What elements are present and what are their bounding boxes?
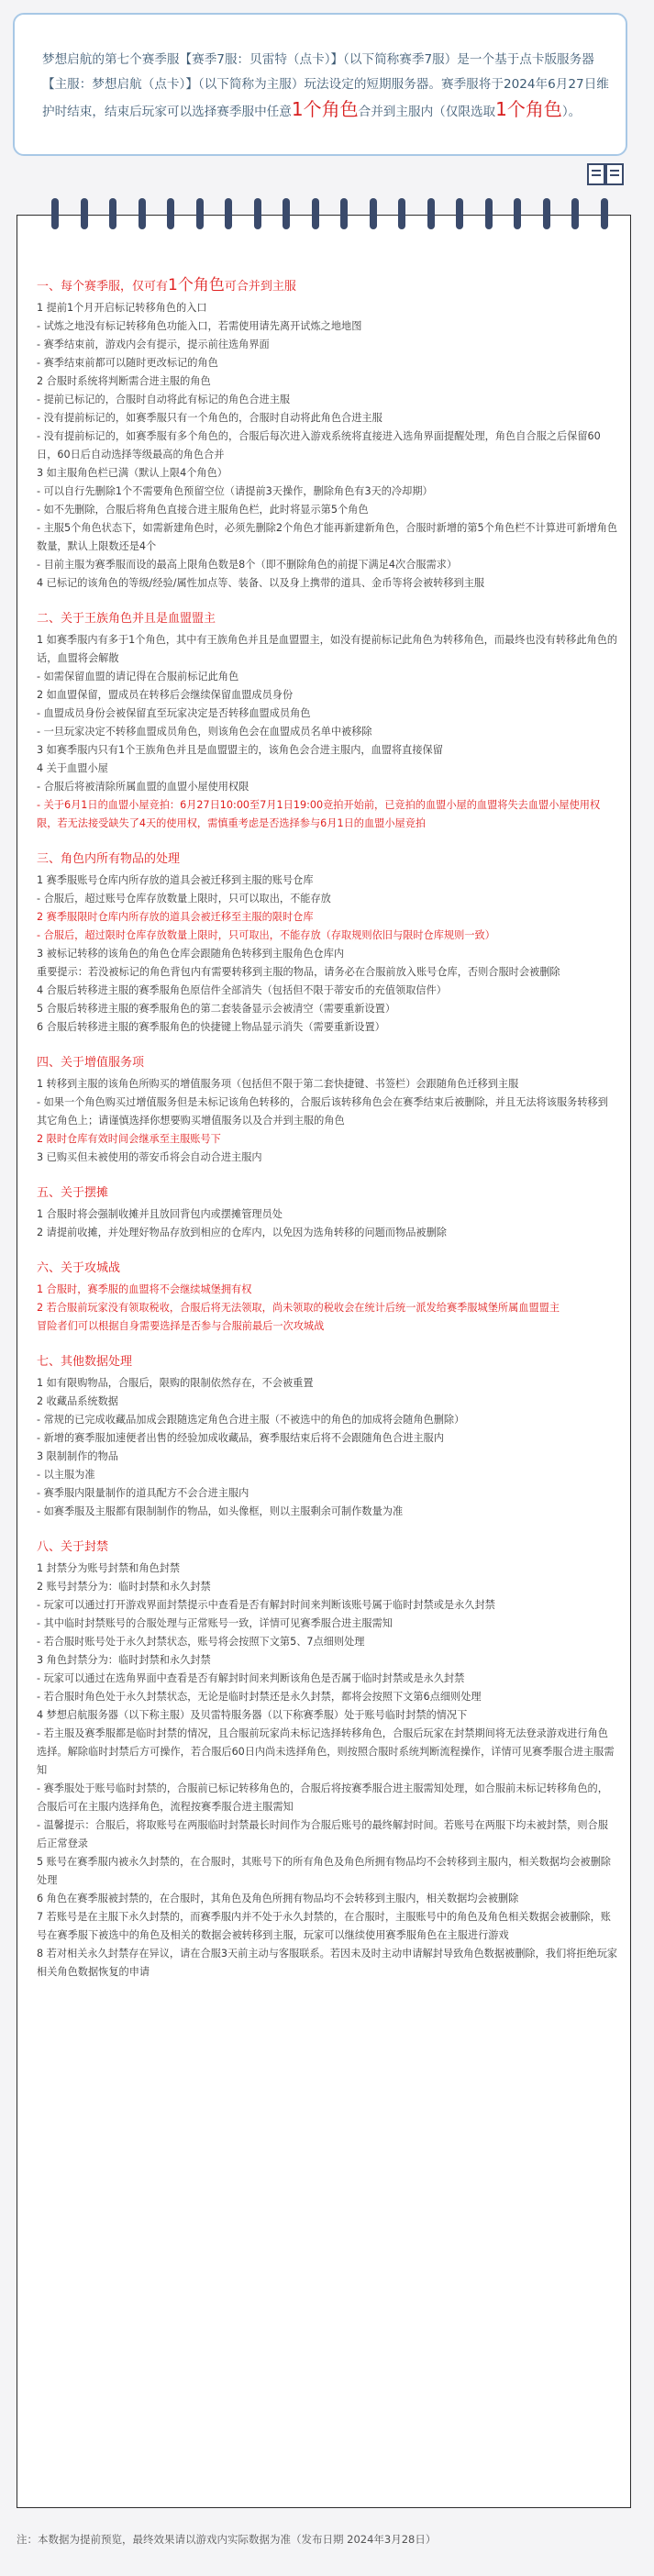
binder-ring [312,198,319,229]
section [37,1538,618,1982]
section-line: 1 封禁分为账号封禁和角色封禁 [37,1562,181,1574]
section [37,275,618,593]
section-line: 2 赛季服限时仓库内所存放的道具会被迁移至主服的限时仓库 [37,911,314,923]
section-title-text: 五、关于摆摊 [37,1186,109,1200]
section-line: 5 账号在赛季服内被永久封禁的，在合服时，其账号下的所有角色及角色所拥有物品均不会转移到主服内，相关数据均会被删除处理 [37,1856,611,1886]
binder-ring [81,198,88,229]
section-title [37,275,618,297]
section-line: 1 合服时，赛季服的血盟将不会继续城堡拥有权 [37,1283,252,1295]
section-line: 3 如赛季服内只有1个王族角色并且是血盟盟主的，该角色会合进主服内，血盟将直接保留 [37,744,443,756]
section-line: 3 如主服角色栏已满（默认上限4个角色） [37,467,227,479]
section-line: 4 关于血盟小屋 [37,762,108,774]
section-line: - 主服5个角色状态下，如需新建角色时，必须先删除2个角色才能再新建新角色，合服时新增的第5个角色栏不计算进可新增角色数量，默认上限数还是4个 [37,522,618,552]
section-line: 6 合服后转移进主服的赛季服角色的快捷键上物品显示消失（需要重新设置） [37,1021,385,1033]
binder-ring [427,198,435,229]
section-line: - 可以自行先删除1个不需要角色预留空位（请提前3天操作，删除角色有3天的冷却期） [37,485,433,497]
binder-ring [225,198,232,229]
section [37,1352,618,1521]
section-line: - 以主服为准 [37,1469,95,1481]
binder-ring [283,198,290,229]
section-title [37,1053,618,1073]
binder-ring [109,198,116,229]
content-sections [37,275,618,1998]
section-line: 2 如血盟保留，盟成员在转移后会继续保留血盟成员身份 [37,689,294,701]
section-line: 2 账号封禁分为：临时封禁和永久封禁 [37,1581,211,1593]
binder-ring [456,198,463,229]
section-line: 1 提前1个月开启标记转移角色的入口 [37,302,207,314]
binder-ring [543,198,550,229]
section-line: 2 合服时系统将判断需合进主服的角色 [37,375,211,387]
binder-ring [571,198,579,229]
intro-highlight-2: 1个角色 [495,98,562,120]
section-line: - 赛季结束前，游戏内会有提示，提示前往选角界面 [37,339,270,350]
section-title-text: 四、关于增值服务项 [37,1056,145,1070]
section-line: 3 限制制作的物品 [37,1450,118,1462]
section-line: - 关于6月1日的血盟小屋竞拍：6月27日10:00至7月1日19:00竞拍开始前，已竞拍的血盟小屋的血盟将失去血盟小屋使用权限，若无法接受缺失了4天的使用权，需慎重考虑是否选择参与6月1日的血盟小屋竞拍 [37,799,601,829]
section-line: - 新增的赛季服加速便者出售的经验加成收藏品，赛季服结束后将不会跟随角色合进主服内 [37,1432,444,1444]
binder-ring [514,198,521,229]
section-title-text: 二、关于王族角色并且是血盟盟主 [37,612,216,626]
section-line: - 玩家可以通过在选角界面中查看是否有解封时间来判断该角色是否属于临时封禁或是永久封禁 [37,1672,465,1684]
binder-ring [370,198,377,229]
section-line: - 赛季服内限量制作的道具配方不会合进主服内 [37,1487,249,1499]
section-line: 5 合服后转移进主服的赛季服角色的第二套装备显示会被清空（需要重新设置） [37,1003,396,1015]
section-line: 重要提示：若没被标记的角色背包内有需要转移到主服的物品，请务必在合服前放入账号仓库，否则合服时会被删除 [37,966,560,978]
binder-ring [485,198,493,229]
footnote: 注：本数据为提前预览，最终效果请以游戏内实际数据为准（发布日期 2024年3月28日） [17,2533,437,2546]
section-line: - 若合服时账号处于永久封禁状态，账号将会按照下文第5、7点细则处理 [37,1636,365,1648]
section-line: - 合服后，超过账号仓库存放数量上限时，只可以取出，不能存放 [37,893,331,905]
binder-ring [51,198,59,229]
section-line: - 试炼之地没有标记转移角色功能入口，若需使用请先离开试炼之地地图 [37,320,362,332]
binder-ring [601,198,608,229]
intro-text-pre: 梦想启航的第七个赛季服【赛季7服：贝雷特（点卡）】（以下简称赛季7服）是一个基于点卡版服务器【主服：梦想启航（点卡）】（以下简称为主服）玩法设定的短期服务器。赛季服将于2024年6月27日维护时结束，结束后玩家可以选择赛季服中任意 [42,52,609,119]
section-line: 3 被标记转移的该角色的角色仓库会跟随角色转移到主服角色仓库内 [37,948,345,960]
section-title-text: 三、角色内所有物品的处理 [37,852,181,866]
section-line: 2 限时仓库有效时间会继承至主服账号下 [37,1133,221,1145]
section-title [37,1352,618,1372]
book-icon [587,161,624,187]
intro-card [13,13,627,156]
section-line: - 没有提前标记的，如赛季服只有一个角色的，合服时自动将此角色合进主服 [37,412,382,424]
section-line: 1 如有限购物品，合服后，限购的限制依然存在，不会被重置 [37,1377,314,1389]
section-line: - 其中临时封禁账号的合服处理与正常账号一致，详情可见赛季服合进主服需知 [37,1617,393,1629]
intro-text-mid: 合并到主服内（仅限选取 [358,105,496,119]
section-line: - 血盟成员身份会被保留直至玩家决定是否转移血盟成员角色 [37,707,311,719]
section-line: 4 已标记的该角色的等级/经验/属性加点等、装备、以及身上携带的道具、金币等将会被转移到主服 [37,577,485,589]
section-title [37,1538,618,1558]
section-line: 3 角色封禁分为：临时封禁和永久封禁 [37,1654,211,1666]
section-line: 1 合服时将会强制收摊并且放回背包内或摆摊管理员处 [37,1208,283,1220]
binder-ring [196,198,204,229]
section-line: 8 若对相关永久封禁存在异议，请在合服3天前主动与客服联系。若因未及时主动申请解封导致角色数据被删除，我们将拒绝玩家相关角色数据恢复的申请 [37,1948,618,1978]
section [37,849,618,1037]
binder-ring [167,198,174,229]
intro-paragraph [42,48,611,125]
section [37,1259,618,1336]
section-line: 6 角色在赛季服被封禁的，在合服时，其角色及角色所拥有物品均不会转移到主服内，相关数据均会被删除 [37,1893,519,1904]
section-line: - 玩家可以通过打开游戏界面封禁提示中查看是否有解封时间来判断该账号属于临时封禁或是永久封禁 [37,1599,495,1611]
section-title [37,1259,618,1279]
section [37,609,618,833]
section-line: 7 若账号是在主服下永久封禁的，而赛季服内并不处于永久封禁的，在合服时，主服账号中的角色及角色相关数据会被删除，账号在赛季服下被选中的角色及相关的数据会被转移到主服，玩家可以继续使用赛季服角色在主服进行游戏 [37,1911,611,1941]
section [37,1183,618,1242]
section-line: - 若主服及赛季服都是临时封禁的情况，且合服前玩家尚未标记选择转移角色，合服后玩家在封禁期间将无法登录游戏进行角色选择。解除临时封禁后方可操作，若合服后60日内尚未选择角色，则按照合服时系统判断流程操作，详情可见赛季服合进主服需知 [37,1727,615,1776]
section-line: - 若合服时角色处于永久封禁状态，无论是临时封禁还是永久封禁，都将会按照下文第6点细则处理 [37,1691,482,1703]
binder-ring [139,198,146,229]
section-line: - 没有提前标记的，如赛季服有多个角色的，合服后每次进入游戏系统将直接进入选角界面提醒处理，角色自合服之后保留60日，60日后自动选择等级最高的角色合并 [37,430,601,461]
section-line: - 如不先删除，合服后将角色直接合进主服角色栏，此时将显示第5个角色 [37,504,369,516]
section-line: - 赛季结束前都可以随时更改标记的角色 [37,357,218,369]
section-line: 2 请提前收摊，并处理好物品存放到相应的仓库内，以免因为选角转移的问题而物品被删除 [37,1227,447,1238]
section-title-text: 六、关于攻城战 [37,1261,121,1275]
binder-ring [340,198,348,229]
section-line: 2 收藏品系统数据 [37,1395,118,1407]
section-line: - 合服后将被清除所属血盟的血盟小屋使用权限 [37,781,249,793]
section-line: 1 赛季服账号仓库内所存放的道具会被迁移到主服的账号仓库 [37,874,314,886]
section-title-text-post: 可合并到主服 [224,280,296,294]
section-line: 1 转移到主服的该角色所购买的增值服务项（包括但不限于第二套快捷键、书签栏）会跟随角色迁移到主服 [37,1078,519,1090]
section [37,1053,618,1167]
section-line: - 一旦玩家决定不转移血盟成员角色，则该角色会在血盟成员名单中被移除 [37,726,372,738]
section-line: - 如赛季服及主服都有限制制作的物品，如头像框，则以主服剩余可制作数量为准 [37,1505,404,1517]
section-line: 2 若合服前玩家没有领取税收，合服后将无法领取，尚未领取的税收会在统计后统一派发给赛季服城堡所属血盟盟主 [37,1302,560,1314]
section-title-highlight: 1个角色 [168,276,225,294]
section-title [37,849,618,870]
section-line: - 如果一个角色购买过增值服务但是未标记该角色转移的，合服后该转移角色会在赛季结束后被删除，并且无法将该服务转移到其它角色上；请谨慎选择你想要购买增值服务以及合并到主服的角色 [37,1096,608,1127]
section-title-text: 八、关于封禁 [37,1540,109,1554]
section-title-text: 一、每个赛季服，仅可有 [37,280,169,294]
section-title [37,1183,618,1204]
section-line: - 提前已标记的，合服时自动将此有标记的角色合进主服 [37,394,291,405]
section-line: - 温馨提示：合服后，将取账号在两服临时封禁最长时间作为合服后账号的最终解封时间。若账号在两服下均未被封禁，则合服后正常登录 [37,1819,608,1849]
section-line: - 如需保留血盟的请记得在合服前标记此角色 [37,671,239,683]
binder-ring [398,198,405,229]
section-line: 冒险者们可以根据自身需要选择是否参与合服前最后一次攻城战 [37,1320,325,1332]
section-title [37,609,618,629]
binder-rings [51,198,620,235]
intro-text-post: ）。 [561,105,582,119]
section-line: - 合服后，超过限时仓库存放数量上限时，只可取出，不能存放（存取规则依旧与限时仓库规则一致） [37,929,495,941]
binder-ring [254,198,261,229]
section-line: 1 如赛季服内有多于1个角色，其中有王族角色并且是血盟盟主，如没有提前标记此角色为转移角色，而最终也没有转移此角色的话，血盟将会解散 [37,634,618,664]
section-line: 3 已购买但未被使用的蒂安币将会自动合进主服内 [37,1151,262,1163]
intro-highlight-1: 1个角色 [291,98,359,120]
section-line: - 目前主服为赛季服而设的最高上限角色数是8个（即不删除角色的前提下满足4次合服需求） [37,559,458,571]
section-line: - 常规的已完成收藏品加成会跟随选定角色合进主服（不被选中的角色的加成将会随角色删除） [37,1414,465,1426]
section-line: 4 合服后转移进主服的赛季服角色原信件全部消失（包括但不限于蒂安币的充值领取信件） [37,984,447,996]
section-title-text: 七、其他数据处理 [37,1355,133,1369]
section-line: 4 梦想启航服务器（以下称主服）及贝雷特服务器（以下称赛季服）处于账号临时封禁的情况下 [37,1709,468,1721]
section-line: - 赛季服处于账号临时封禁的，合服前已标记转移角色的，合服后将按赛季服合进主服需知处理，如合服前未标记转移角色的，合服后可在主服内选择角色，流程按赛季服合进主服需知 [37,1782,608,1813]
